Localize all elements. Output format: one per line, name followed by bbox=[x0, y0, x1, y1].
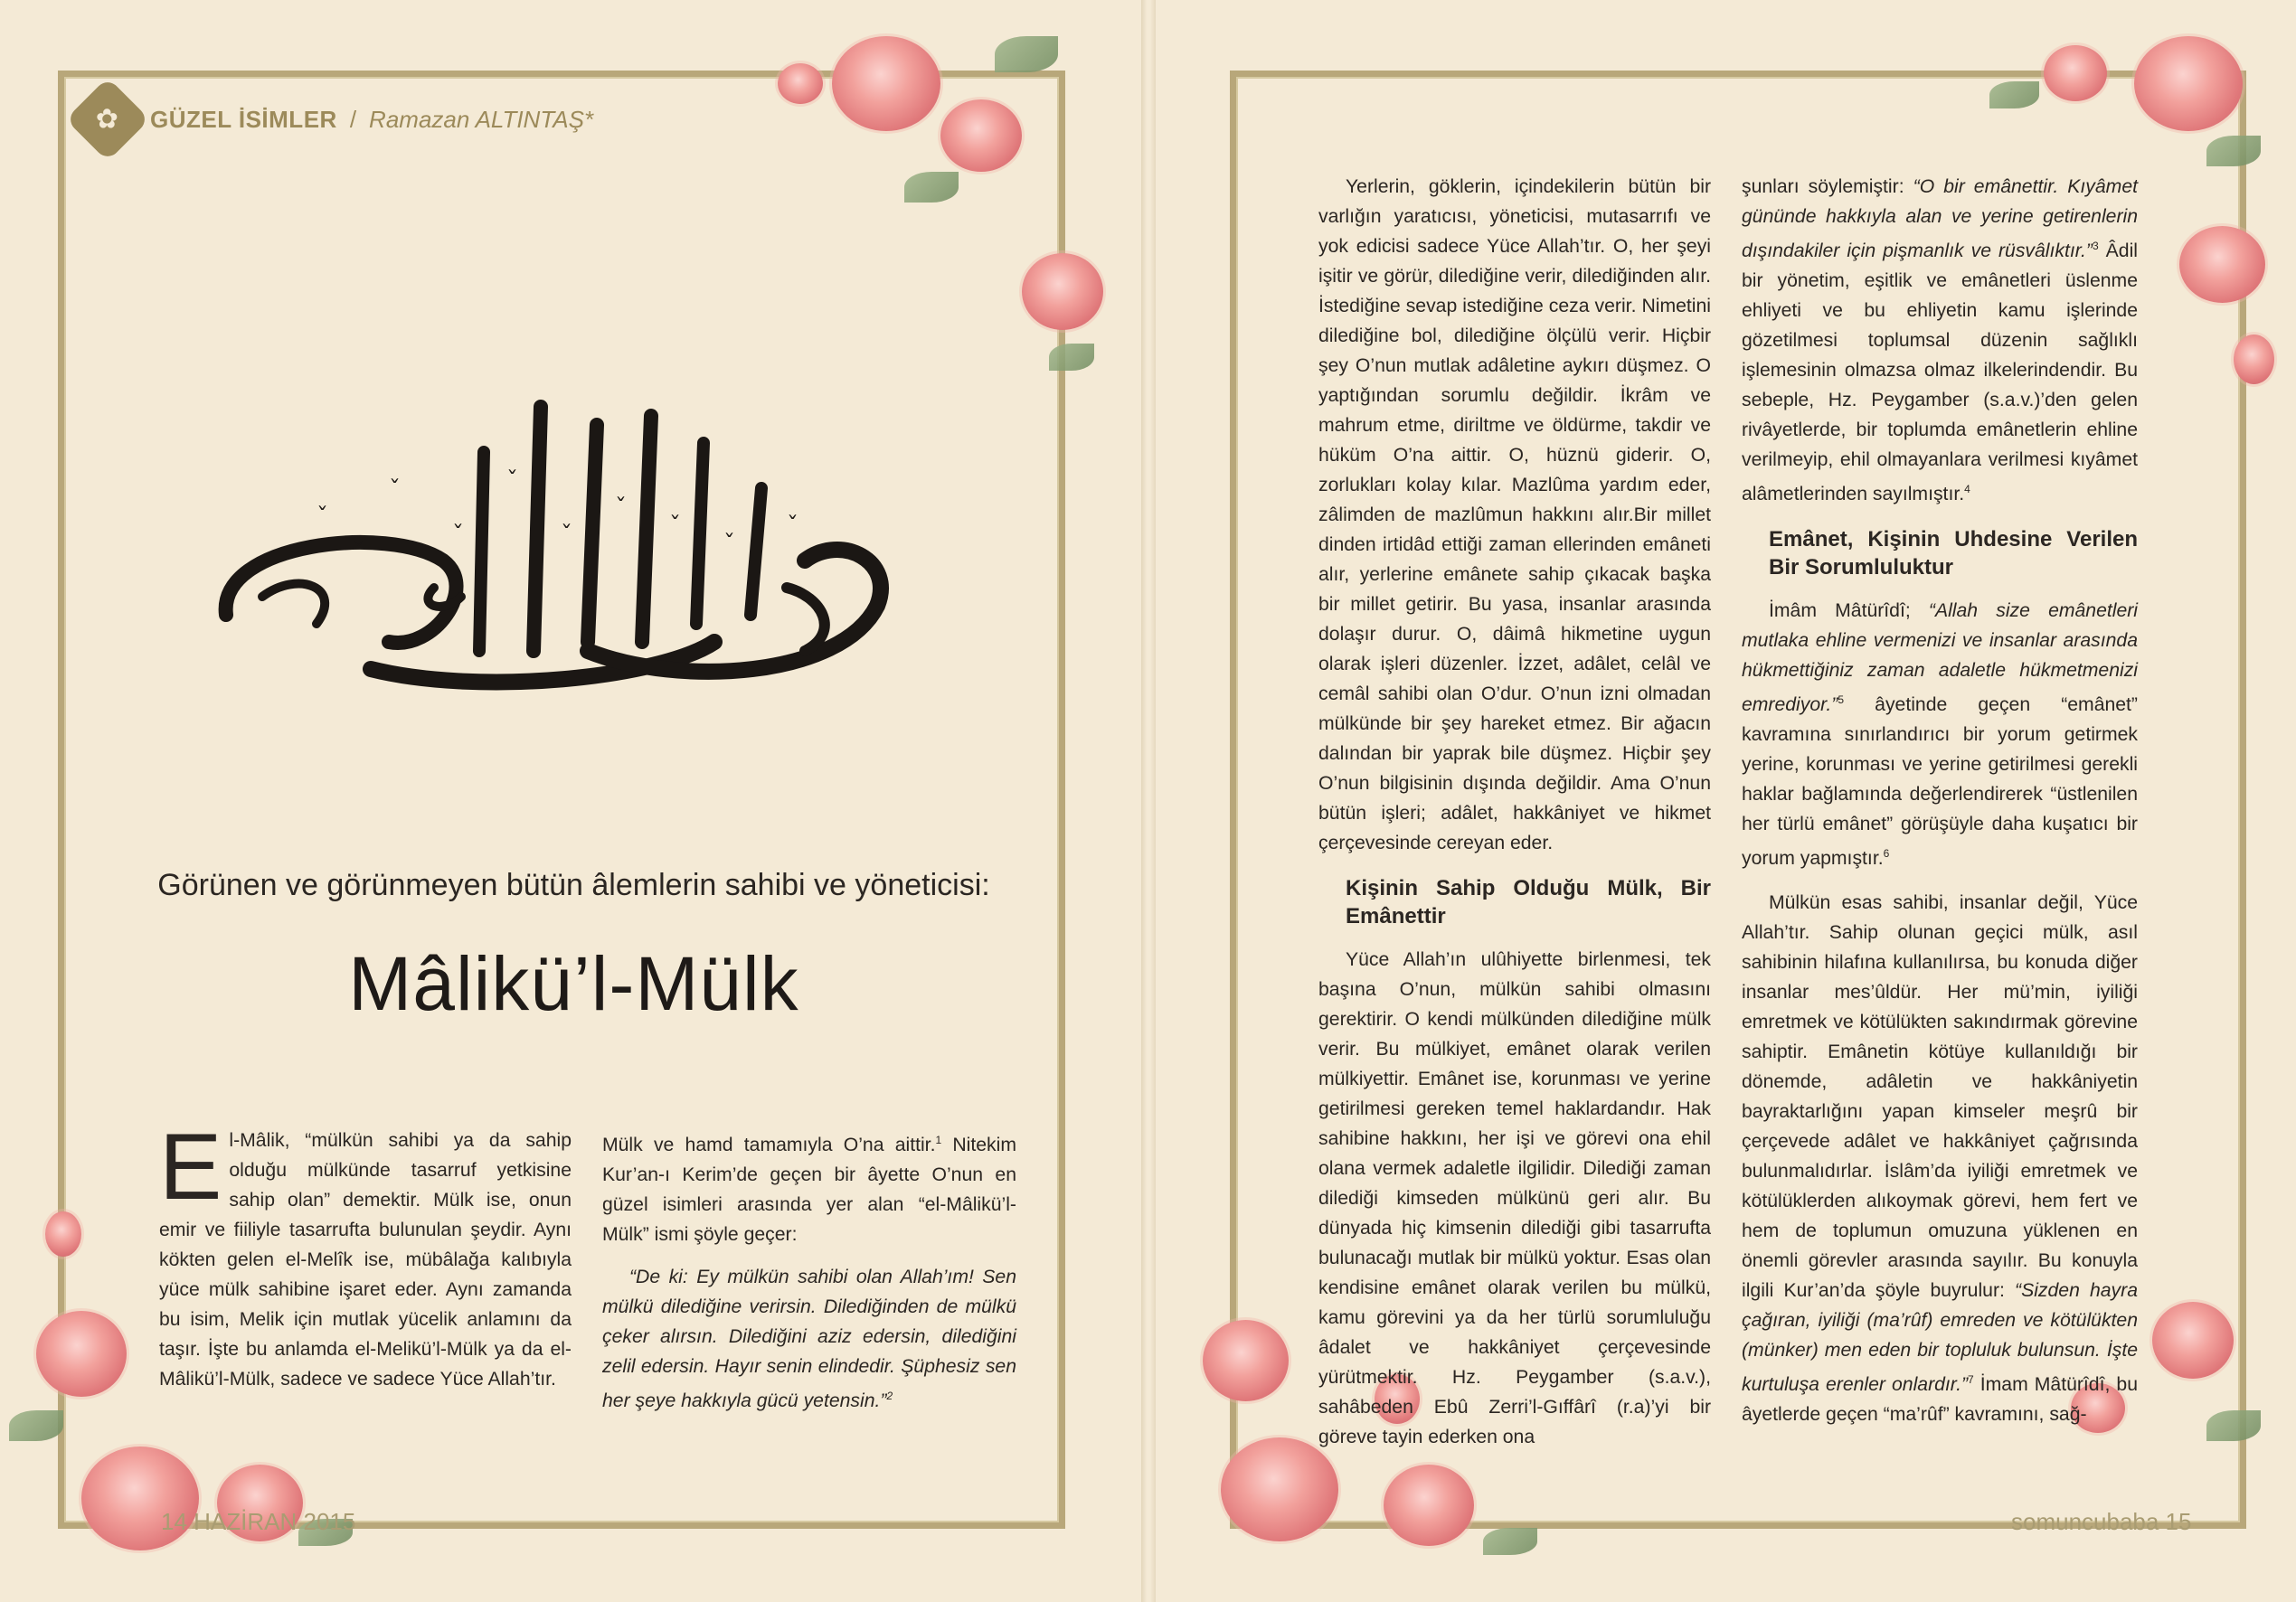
paragraph-text: İmâm Mâtürîdî; bbox=[1769, 600, 1929, 622]
paragraph-text: Mülkün esas sahibi, insanlar değil, Yüce Allah’tır. Sahip olunan geçici mülk, asıl sahibinin hilafına kullanılırsa, bu konuda diğer insanlar mes’ûldür. Her mü’min, iyiliği emretmek ve kötülükten sakındırmak görevine sahiptir. Emânetin kötüye kullanıldığı bir dönemde, adâletin ve hakkâniyetin bayraktarlığını yapan kimseler meşrû bir çerçevede adâlet ve hakkâniyet çağrısında bulunmalıdırlar. İslâm’da iyiliği emretmek ve kötülüklerden alıkoymak görevi, hem fert ve hem de toplumun omuzuna yüklenen en önemli görevler arasında sayılır. Bu konuyla ilgili Kur’an’da şöyle buyrulur: bbox=[1742, 892, 2138, 1302]
svg-text:ˇ: ˇ bbox=[289, 549, 301, 576]
gutter bbox=[1141, 0, 1156, 1602]
paragraph-text: Nitekim Kur’an-ı Kerim’de geçen bir âyette O’nun en güzel isimleri arasında yer alan “el-Mâlikü’l-Mülk” ismi şöyle geçer: bbox=[602, 1135, 1017, 1246]
section-name: GÜZEL İSİMLER bbox=[150, 105, 337, 133]
svg-text:ˇ: ˇ bbox=[452, 522, 464, 549]
svg-text:ˇ: ˇ bbox=[389, 476, 401, 504]
calligraphy-image bbox=[208, 380, 913, 759]
paragraph: Yüce Allah’ın ulûhiyette birlenmesi, tek başına O’nun, mülkün sahibi olmasını gerektirir. O kendi mülkünden dilediğine mülk verir. Bu mülkiyet, emânet olarak verilen mülkiyettir. Emânet ise, korunması ve yerine getirilmesi gereken temel haklardandır. Hak sahibine hakkını, her işi ve görevi ona ehil olana vermek adaletle ilgilidir. Dilediği zaman dilediği kimseden mülkünü geri alır. Bu dünyada hiç kimsenin dilediği gibi tasarrufta bulunacağı mutlak bir mülkü yoktur. Esas olan kendisine emânet olarak verilen bu mülkü, kamu görevini ya da her türlü sorumluluğu âdalet ve hakkâniyet çerçevesinde yürütmektir. Hz. Peygamber (s.a.v.), sahâbeden Ebû Zerri’l-Gıffârî (r.a)’yi bir göreve tayin ederken ona bbox=[1318, 949, 1711, 1447]
svg-text:ˇ: ˇ bbox=[723, 531, 735, 558]
footnote-ref: 3 bbox=[2092, 240, 2099, 252]
drop-cap: E bbox=[159, 1115, 222, 1220]
paragraph-text: şunları söylemiştir: bbox=[1742, 176, 1913, 197]
quran-quote: “Allah size emânetleri mutlaka ehline vermenizi ve insanlar arasında hükmettiğiniz zaman adaletle hükmetmenizi emrediyor.” bbox=[1742, 600, 2139, 716]
quran-quote bbox=[602, 1262, 1016, 1416]
svg-text:ˇ: ˇ bbox=[615, 495, 627, 522]
paragraph-text: Âdil bir yönetim, eşitlik ve emânetleri üslenme ehliyeti ve bu ehliyetin kamu işlerinde gözetilmesi toplumsal düzenin sağlıklı işlemesinin olmazsa olmaz ilkelerindendir. Bu sebeple, Hz. Peygamber (s.a.v.)’den gelen rivâyetlerde, bir toplumda emânetlerin ehline verilmeyip, ehil olmayanlara verilmesi kıyâmet alâmetlerinden sayılmıştır. bbox=[1742, 240, 2138, 505]
footnote-ref: 5 bbox=[1838, 693, 1845, 707]
section-heading: Emânet, Kişinin Uhdesine Verilen Bir Sorumluluktur bbox=[1769, 527, 2138, 580]
paragraph-text: l-Mâlik, “mülkün sahibi ya da sahip olduğu mülkünde tasarruf yetkisine sahip olan” demektir. Mülk ise, onun emir ve fiiliyle tasarrufta bulunulan şeydir. Aynı kökten gelen el-Melîk ise, mübâlağa kalıbıyla yüce mülk sahibine işaret eder. Aynı zamanda bu isim, Melik için mutlak yücelik anlamını da taşır. İşte bu anlamda el-Melikü’l-Mülk ya da el-Mâlikü’l-Mülk, sadece ve sadece Yüce Allah’tır. bbox=[159, 1130, 572, 1390]
text-column-4 bbox=[1742, 172, 2138, 1438]
paragraph-text: İmam Mâtürîdî, bu âyetlerde geçen “ma’rûf” kavramını, sağ- bbox=[1742, 1374, 2138, 1426]
footnote-ref: 6 bbox=[1883, 847, 1890, 861]
paragraph bbox=[1742, 596, 2138, 873]
paragraph: Yerlerin, göklerin, içindekilerin bütün bir varlığın yaratıcısı, yöneticisi, mutasarrıfı ve yok edicisi sadece Yüce Allah’tır. O, her şeyi işitir ve görür, dilediğine verir, dilediğinden alır. İstediğine sevap istediğine ceza verir. Nimetini dilediğine bol, dilediğine ölçülü verir. Hiçbir şey O’nun mutlak adâletine aykırı düşmez. O yaptığından sorumlu değildir. İkrâm ve mahrum etme, diriltme ve öldürme, takdir ve hüküm O’na aittir. O, hüznü giderir. O, zorlukları kolay kılar. Mazlûma yardım eder, zâlimden de mazlûmun hakkını alır.Bir millet dinden irtidâd ettiği zaman ellerinden emâneti alır, yerlerine emânete sahip çıkacak başka bir millet getirir. Bu yasa, insanlar arasında dolaşır durur. O, dâimâ hikmetine uygun olarak işleri düzenler. İzzet, adâlet, celâl ve cemâl sahibi olan O’dur. O’nun izni olmadan mülkünde bir şey hareket etmez. Bir ağacın dalından bir yaprak bile düşmez. Hiçbir şey O’nun bilgisinin dışında değildir. Ama O’nun bütün işleri; adâlet, hakkâniyet ve hikmet çerçevesinde cereyan eder. bbox=[1318, 176, 1711, 853]
paragraph-text: âyetinde geçen “emânet” kavramına sınırlandırıcı bir yorum getirmek yerine, korunması ve yerine getirilmesi gerekli haklar bağlamında değerlendirerek “üstlenilen her türlü emânet” görüşüyle daha kuşatıcı bir yorum yapmıştır. bbox=[1742, 694, 2138, 870]
svg-text:ˇ: ˇ bbox=[669, 513, 681, 540]
section-header bbox=[78, 92, 593, 146]
paragraph bbox=[1742, 172, 2138, 509]
svg-text:ˇ: ˇ bbox=[353, 540, 364, 567]
paragraph bbox=[602, 1126, 1016, 1249]
hadith-quote: “O bir emânettir. Kıyâmet gününde hakkıyla alan ve yerine getirenlerin dışındakiler için pişmanlık ve rüsvâlıktır.” bbox=[1742, 176, 2138, 262]
footnote-ref: 7 bbox=[1968, 1373, 1974, 1387]
text-column-3 bbox=[1318, 172, 1711, 1461]
article-subtitle: Görünen ve görünmeyen bütün âlemlerin sahibi ve yöneticisi: bbox=[157, 868, 990, 902]
quote-text: “De ki: Ey mülkün sahibi olan Allah’ım! Sen mülkü dilediğine verirsin. Dilediğinden de mülkü çeker alırsın. Dilediğini aziz edersin, dilediğini zelil edersin. Hayır senin elindedir. Şüphesiz sen her şeye hakkıyla gücü yetensin.” bbox=[602, 1267, 1016, 1412]
paragraph-text: Mülk ve hamd tamamıyla O’na aittir. bbox=[602, 1135, 936, 1156]
paragraph bbox=[1742, 888, 2138, 1429]
footnote-ref: 2 bbox=[886, 1390, 893, 1403]
paragraph bbox=[159, 1115, 572, 1394]
page-number-left: 14 HAZİRAN 2015 bbox=[161, 1508, 356, 1535]
svg-text:ˇ: ˇ bbox=[561, 522, 572, 549]
svg-text:ˇ: ˇ bbox=[506, 467, 518, 495]
text-column-2 bbox=[602, 1126, 1016, 1425]
text-column-1 bbox=[159, 1115, 572, 1403]
page-number-right: somuncubaba 15 bbox=[2011, 1508, 2192, 1535]
footnote-ref: 1 bbox=[935, 1134, 942, 1146]
svg-text:ˇ: ˇ bbox=[317, 504, 328, 531]
article-title: Mâlikü’l-Mülk bbox=[348, 941, 799, 1026]
section-heading: Kişinin Sahip Olduğu Mülk, Bir Emânettir bbox=[1346, 876, 1711, 928]
header-separator: / bbox=[349, 105, 357, 133]
footnote-ref: 4 bbox=[1964, 483, 1970, 496]
section-logo-icon: ✿ bbox=[65, 77, 149, 161]
quran-quote: “Sizden hayra çağıran, iyiliği (ma’rûf) emreden ve kötülükten (münker) men eden bir topluluk bulunsun. İşte kurtuluşa erenler onlardır.” bbox=[1742, 1280, 2138, 1396]
svg-text:ˇ: ˇ bbox=[787, 513, 798, 540]
author-name: Ramazan ALTINTAŞ* bbox=[369, 105, 594, 133]
